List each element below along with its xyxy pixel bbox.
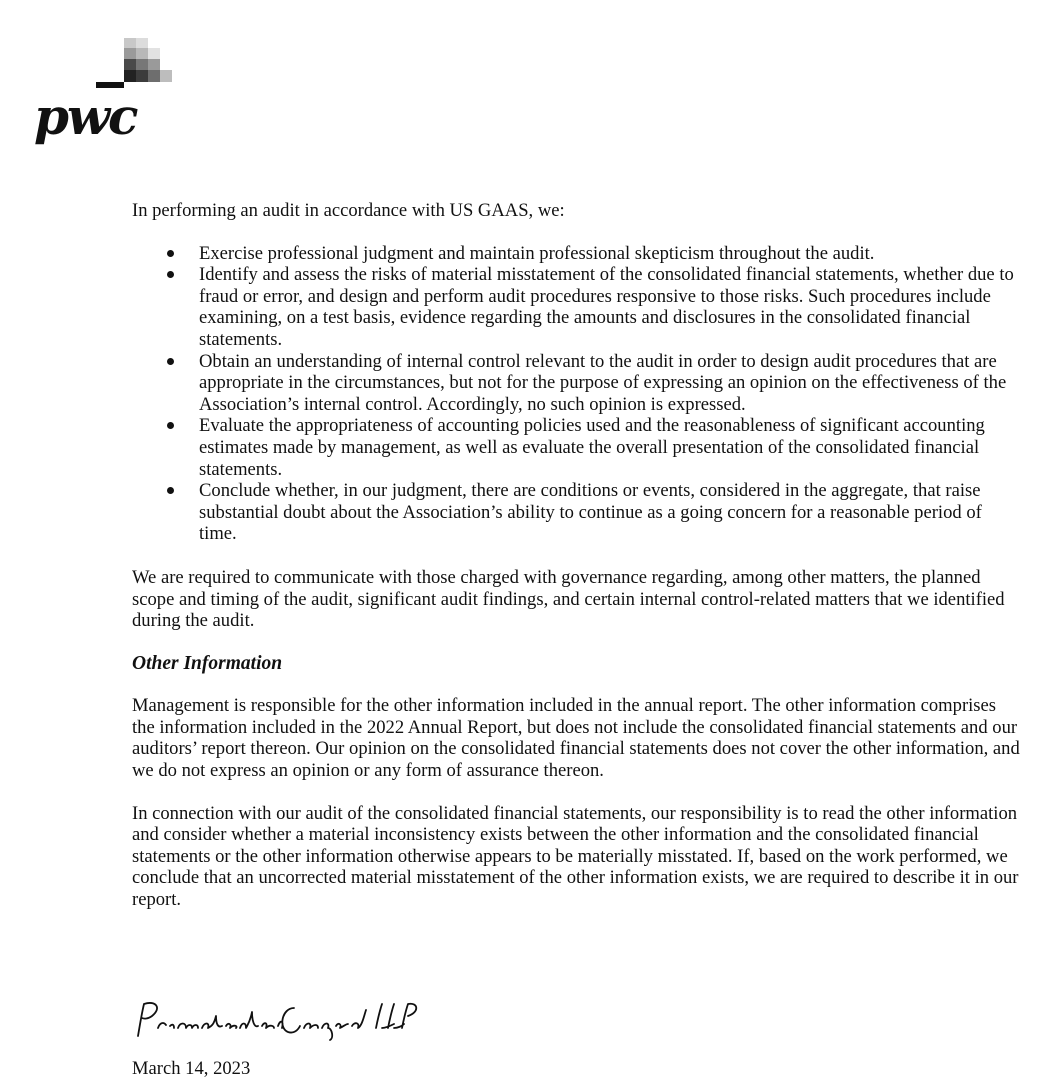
list-item: Conclude whether, in our judgment, there are conditions or events, considered in the aggregate, that raise substantial doubt about the Association’s ability to continue as a going concern for a reasonable period of time. xyxy=(132,480,1022,545)
list-item: Evaluate the appropriateness of accounting policies used and the reasonableness of significant accounting estimates made by management, as well as evaluate the overall presentation of the consolidated financial statements. xyxy=(132,415,1022,480)
other-information-heading: Other Information xyxy=(132,652,283,674)
other-information-paragraph-1: Management is responsible for the other information included in the annual report. The other information comprises the information included in the 2022 Annual Report, but does not include the consolidated financial statements and our auditors’ report thereon. Our opinion on the consolidated financial statements does not cover the other information, and we do not express an opinion or any form of assurance thereon. xyxy=(132,695,1020,782)
bullet-icon xyxy=(167,250,174,257)
intro-text: In performing an audit in accordance with US GAAS, we: xyxy=(132,200,565,221)
pwc-logo xyxy=(34,36,184,148)
document-body xyxy=(132,200,1022,932)
bullet-icon xyxy=(167,422,174,429)
handwritten-signature xyxy=(132,998,422,1044)
bullet-icon xyxy=(167,487,174,494)
bullet-icon xyxy=(167,271,174,278)
list-item: Identify and assess the risks of material misstatement of the consolidated financial statements, whether due to fraud or error, and design and perform audit procedures responsive to those risks. Such procedures include examining, on a test basis, evidence regarding the amounts and disclosures in the consolidated financial statements. xyxy=(132,264,1022,350)
audit-procedures-list xyxy=(132,243,1022,545)
other-information-paragraph-2: In connection with our audit of the consolidated financial statements, our responsibility is to read the other information and consider whether a material inconsistency exists between the other information and the consolidated financial statements or the other information otherwise appears to be materially misstated. If, based on the work performed, we conclude that an uncorrected material misstatement of the other information exists, we are required to describe it in our report. xyxy=(132,802,1019,911)
governance-paragraph: We are required to communicate with those charged with governance regarding, among other matters, the planned scope and timing of the audit, significant audit findings, and certain internal control-related matters that we identified during the audit. xyxy=(132,566,1005,632)
svg-text:pwc: pwc xyxy=(34,87,137,146)
list-item: Obtain an understanding of internal control relevant to the audit in order to design audit procedures that are appropriate in the circumstances, but not for the purpose of expressing an opinion on the effectiveness of the Association’s internal control. Accordingly, no such opinion is expressed. xyxy=(132,351,1022,416)
bullet-icon xyxy=(167,358,174,365)
report-date: March 14, 2023 xyxy=(132,1058,251,1079)
list-item: Exercise professional judgment and maintain professional skepticism throughout the audit. xyxy=(132,243,1022,265)
